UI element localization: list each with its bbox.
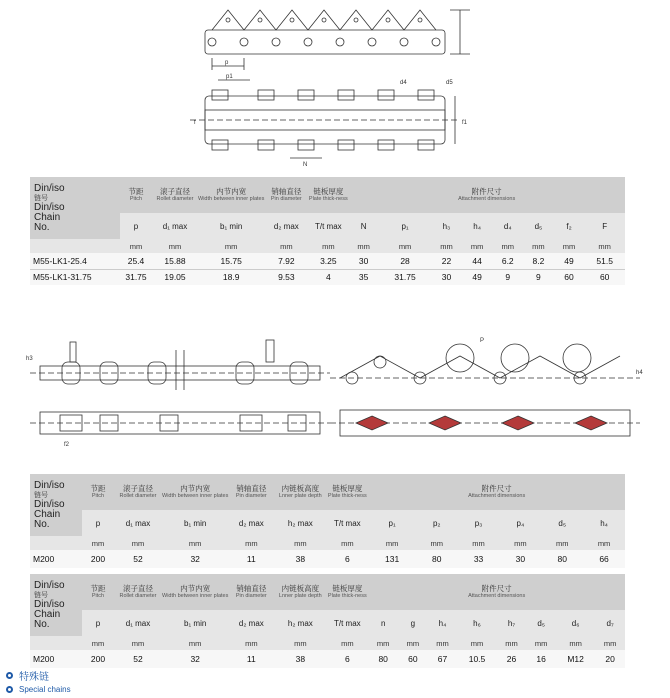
table-row	[30, 269, 625, 285]
sym-attach: h₄	[473, 221, 481, 231]
value-cell: 32	[162, 650, 228, 668]
din-label-2: Din/iso	[34, 598, 65, 610]
value-cell: 32	[162, 550, 228, 568]
value-cell: 80	[541, 550, 583, 568]
value-cell: 30	[348, 253, 379, 269]
unit-cell: mm	[499, 536, 541, 550]
sym-attach: d₅	[537, 618, 545, 628]
chain-no: M55-LK1-25.4	[30, 253, 120, 269]
sym-t: T/t max	[315, 221, 342, 231]
value-cell: 131	[368, 550, 415, 568]
unit-cell: mm	[228, 536, 274, 550]
unit-cell: mm	[526, 636, 556, 650]
col-pitch-en: Pitch	[129, 196, 143, 203]
spec-table-m200-a	[30, 474, 625, 568]
sym-b1: b₁ min	[184, 518, 207, 528]
value-cell: 11	[228, 650, 274, 668]
attach-en: Attachment dimensions	[468, 593, 526, 600]
value-cell: 28	[379, 253, 431, 269]
col-width-cn: 内节内宽	[180, 484, 211, 494]
value-cell: 9.53	[264, 269, 308, 285]
unit-cell: mm	[82, 536, 114, 550]
din-label: Din/iso	[34, 182, 65, 194]
label-d5: d5	[446, 80, 453, 86]
value-cell: 200	[82, 550, 114, 568]
sym-attach: d₆	[571, 618, 580, 628]
unit-cell: mm	[523, 239, 554, 253]
sym-attach: f₂	[566, 221, 572, 231]
value-cell: 4	[308, 269, 348, 285]
unit-cell: mm	[162, 636, 228, 650]
sym-attach: p₂	[432, 518, 441, 528]
col-roller-cn: 滚子直径	[123, 584, 153, 594]
col-plate-en: Plate thick-ness	[308, 196, 348, 203]
value-cell: 20	[595, 650, 625, 668]
col-pin-cn: 销轴直径	[271, 187, 302, 197]
value-cell: 49	[554, 253, 585, 269]
unit-cell: mm	[492, 239, 523, 253]
col-plate-cn: 链板厚度	[332, 484, 363, 494]
value-cell: 6.2	[492, 253, 523, 269]
value-cell: 8.2	[523, 253, 554, 269]
section-title-en: Special chains	[19, 684, 71, 694]
unit-cell: mm	[308, 239, 348, 253]
col-roller-en: Rollet diameter	[119, 593, 157, 600]
unit-cell: mm	[114, 636, 162, 650]
no-label: No.	[34, 618, 50, 630]
din-cn-label: 链号	[34, 591, 48, 599]
unit-cell: mm	[554, 239, 585, 253]
sym-attach: h₇	[507, 618, 516, 628]
value-cell: 80	[416, 550, 458, 568]
value-cell: 7.92	[264, 253, 308, 269]
value-cell: 25.4	[120, 253, 152, 269]
sym-attach: p₃	[474, 518, 483, 528]
col-roller-en: Rollet diameter	[156, 196, 194, 203]
unit-cell: mm	[457, 636, 496, 650]
sym-attach: d₄	[503, 221, 512, 231]
unit-cell: mm	[152, 239, 198, 253]
sym-attach: h₃	[442, 221, 451, 231]
unit-cell: mm	[228, 636, 274, 650]
value-cell: 19.05	[152, 269, 198, 285]
label-f1: f1	[462, 120, 468, 126]
value-cell: 26	[497, 650, 527, 668]
sym-h2: h₂ max	[287, 518, 313, 528]
value-cell: 30	[499, 550, 541, 568]
sym-d1: d₁ max	[125, 518, 151, 528]
unit-cell: mm	[497, 636, 527, 650]
label-f2: f2	[64, 442, 70, 448]
unit-cell: mm	[368, 636, 398, 650]
label-f: f	[194, 120, 196, 126]
value-cell: 9	[523, 269, 554, 285]
sym-d2: d₂ max	[238, 618, 264, 628]
value-cell: 10.5	[457, 650, 496, 668]
top-chain-drawing	[0, 0, 670, 175]
value-cell: 11	[228, 550, 274, 568]
col-width-cn: 内节内宽	[180, 584, 211, 594]
attach-cn: 附件尺寸	[481, 584, 512, 594]
unit-cell: mm	[428, 636, 458, 650]
unit-cell: mm	[326, 536, 368, 550]
unit-cell: mm	[348, 239, 379, 253]
col-width-cn: 内节内宽	[216, 187, 247, 197]
sym-attach: h₄	[600, 518, 608, 528]
sym-attach: p₄	[516, 518, 525, 528]
col-roller-cn: 滚子直径	[160, 187, 190, 197]
col-pin-en: Pin diameter	[235, 593, 267, 600]
col-plate-cn: 链板厚度	[332, 584, 363, 594]
label-p: p	[225, 60, 229, 66]
unit-cell: mm	[583, 536, 625, 550]
sym-attach: d₅	[558, 518, 567, 528]
sym-d1: d₁ max	[125, 618, 151, 628]
value-cell: 60	[554, 269, 585, 285]
sym-p: p	[95, 518, 101, 528]
spec-table-m200-b	[30, 574, 625, 668]
unit-cell: mm	[274, 636, 326, 650]
col-roller-en: Rollet diameter	[119, 493, 157, 500]
unit-cell: mm	[584, 239, 625, 253]
din-label-2: Din/iso	[34, 201, 65, 213]
unit-cell: mm	[264, 239, 308, 253]
table-row	[30, 650, 625, 668]
unit-cell: mm	[556, 636, 595, 650]
col-pin-en: Pin diameter	[235, 493, 267, 500]
col-depth-en: Lnner plate depth	[278, 593, 322, 600]
unit-cell: mm	[162, 536, 228, 550]
col-pitch-en: Pitch	[91, 593, 105, 600]
value-cell: 51.5	[584, 253, 625, 269]
sym-p: p	[133, 221, 139, 231]
bullet-icon	[6, 672, 13, 679]
col-pin-cn: 销轴直径	[236, 584, 267, 594]
label-n: N	[303, 162, 308, 168]
sym-p: p	[95, 618, 101, 628]
chain-label: Chain	[34, 211, 61, 223]
col-width-en: Width between inner plates	[198, 196, 265, 203]
middle-chain-drawing	[0, 320, 670, 470]
label-pp: P	[480, 338, 485, 344]
unit-cell: mm	[431, 239, 462, 253]
value-cell: 80	[368, 650, 398, 668]
col-plate-en: Plate thick-ness	[327, 493, 367, 500]
table-row	[30, 253, 625, 269]
unit-cell: mm	[541, 536, 583, 550]
chain-no: M55-LK1-31.75	[30, 269, 120, 285]
value-cell: 38	[274, 550, 326, 568]
din-label: Din/iso	[34, 479, 65, 491]
value-cell: 33	[458, 550, 500, 568]
chain-no: M200	[30, 650, 82, 668]
chain-label: Chain	[34, 508, 61, 520]
value-cell: 66	[583, 550, 625, 568]
sym-b1: b₁ min	[220, 221, 243, 231]
col-pitch-en: Pitch	[91, 493, 105, 500]
din-cn-label: 链号	[34, 491, 48, 499]
value-cell: 38	[274, 650, 326, 668]
sym-attach: d₇	[606, 618, 614, 628]
value-cell: M12	[556, 650, 595, 668]
value-cell: 30	[431, 269, 462, 285]
col-depth-cn: 内链板高度	[281, 484, 320, 494]
sym-attach: p₁	[388, 518, 396, 528]
unit-cell: mm	[462, 239, 493, 253]
value-cell: 31.75	[120, 269, 152, 285]
din-cn-label: 链号	[34, 194, 48, 202]
col-pitch-cn: 节距	[128, 187, 144, 197]
chain-no: M200	[30, 550, 82, 568]
value-cell: 49	[462, 269, 493, 285]
value-cell: 3.25	[308, 253, 348, 269]
label-p1: p1	[226, 74, 233, 80]
unit-cell: mm	[120, 239, 152, 253]
attach-en: Attachment dimensions	[458, 196, 516, 203]
value-cell: 60	[584, 269, 625, 285]
din-label: Din/iso	[34, 579, 65, 591]
value-cell: 67	[428, 650, 458, 668]
no-label: No.	[34, 221, 50, 233]
value-cell: 6	[326, 650, 368, 668]
unit-cell: mm	[274, 536, 326, 550]
col-depth-en: Lnner plate depth	[278, 493, 322, 500]
value-cell: 52	[114, 550, 162, 568]
sym-h2: h₂ max	[287, 618, 313, 628]
unit-cell: mm	[416, 536, 458, 550]
col-width-en: Width between inner plates	[162, 493, 229, 500]
col-depth-cn: 内链板高度	[281, 584, 320, 594]
label-h3: h3	[26, 356, 33, 362]
value-cell: 60	[398, 650, 428, 668]
table-row	[30, 550, 625, 568]
section-title-cn: 特殊链	[19, 671, 49, 683]
sym-d2: d₂ max	[238, 518, 264, 528]
sym-b1: b₁ min	[184, 618, 207, 628]
unit-cell: mm	[595, 636, 625, 650]
col-pin-en: Pin diameter	[270, 196, 302, 203]
value-cell: 6	[326, 550, 368, 568]
attach-en: Attachment dimensions	[468, 493, 526, 500]
col-plate-cn: 链板厚度	[313, 187, 344, 197]
value-cell: 15.75	[198, 253, 264, 269]
label-h4: h4	[636, 370, 643, 376]
col-pitch-cn: 节距	[90, 584, 106, 594]
chain-label: Chain	[34, 608, 61, 620]
sym-d1: d₁ max	[162, 221, 188, 231]
value-cell: 44	[462, 253, 493, 269]
sym-t: T/t max	[334, 518, 361, 528]
col-roller-cn: 滚子直径	[123, 484, 153, 494]
attach-cn: 附件尺寸	[481, 484, 512, 494]
sym-attach: p₁	[401, 221, 409, 231]
col-pin-cn: 销轴直径	[236, 484, 267, 494]
value-cell: 18.9	[198, 269, 264, 285]
unit-cell: mm	[368, 536, 415, 550]
value-cell: 35	[348, 269, 379, 285]
col-plate-en: Plate thick-ness	[327, 593, 367, 600]
unit-cell: mm	[82, 636, 114, 650]
attach-cn: 附件尺寸	[471, 187, 502, 197]
value-cell: 9	[492, 269, 523, 285]
value-cell: 22	[431, 253, 462, 269]
col-width-en: Width between inner plates	[162, 593, 229, 600]
unit-cell: mm	[326, 636, 368, 650]
col-pitch-cn: 节距	[90, 484, 106, 494]
unit-cell: mm	[458, 536, 500, 550]
value-cell: 15.88	[152, 253, 198, 269]
sym-attach: n	[380, 618, 386, 628]
value-cell: 16	[526, 650, 556, 668]
no-label: No.	[34, 518, 50, 530]
sym-attach: h₄	[438, 618, 447, 628]
value-cell: 31.75	[379, 269, 431, 285]
label-d4: d4	[400, 80, 407, 86]
value-cell: 52	[114, 650, 162, 668]
sym-t: T/t max	[334, 618, 361, 628]
value-cell: 200	[82, 650, 114, 668]
unit-cell: mm	[198, 239, 264, 253]
sym-d2: d₂ max	[273, 221, 299, 231]
din-label-2: Din/iso	[34, 498, 65, 510]
sym-attach: F	[602, 221, 608, 231]
bullet-icon	[6, 686, 13, 693]
sym-attach: d₅	[534, 221, 543, 231]
unit-cell: mm	[379, 239, 431, 253]
section-footer	[6, 668, 71, 696]
unit-cell: mm	[114, 536, 162, 550]
unit-cell: mm	[398, 636, 428, 650]
sym-attach: g	[410, 618, 416, 628]
spec-table-m55	[30, 177, 625, 285]
sym-attach: N	[360, 221, 367, 231]
sym-attach: h₆	[473, 618, 481, 628]
